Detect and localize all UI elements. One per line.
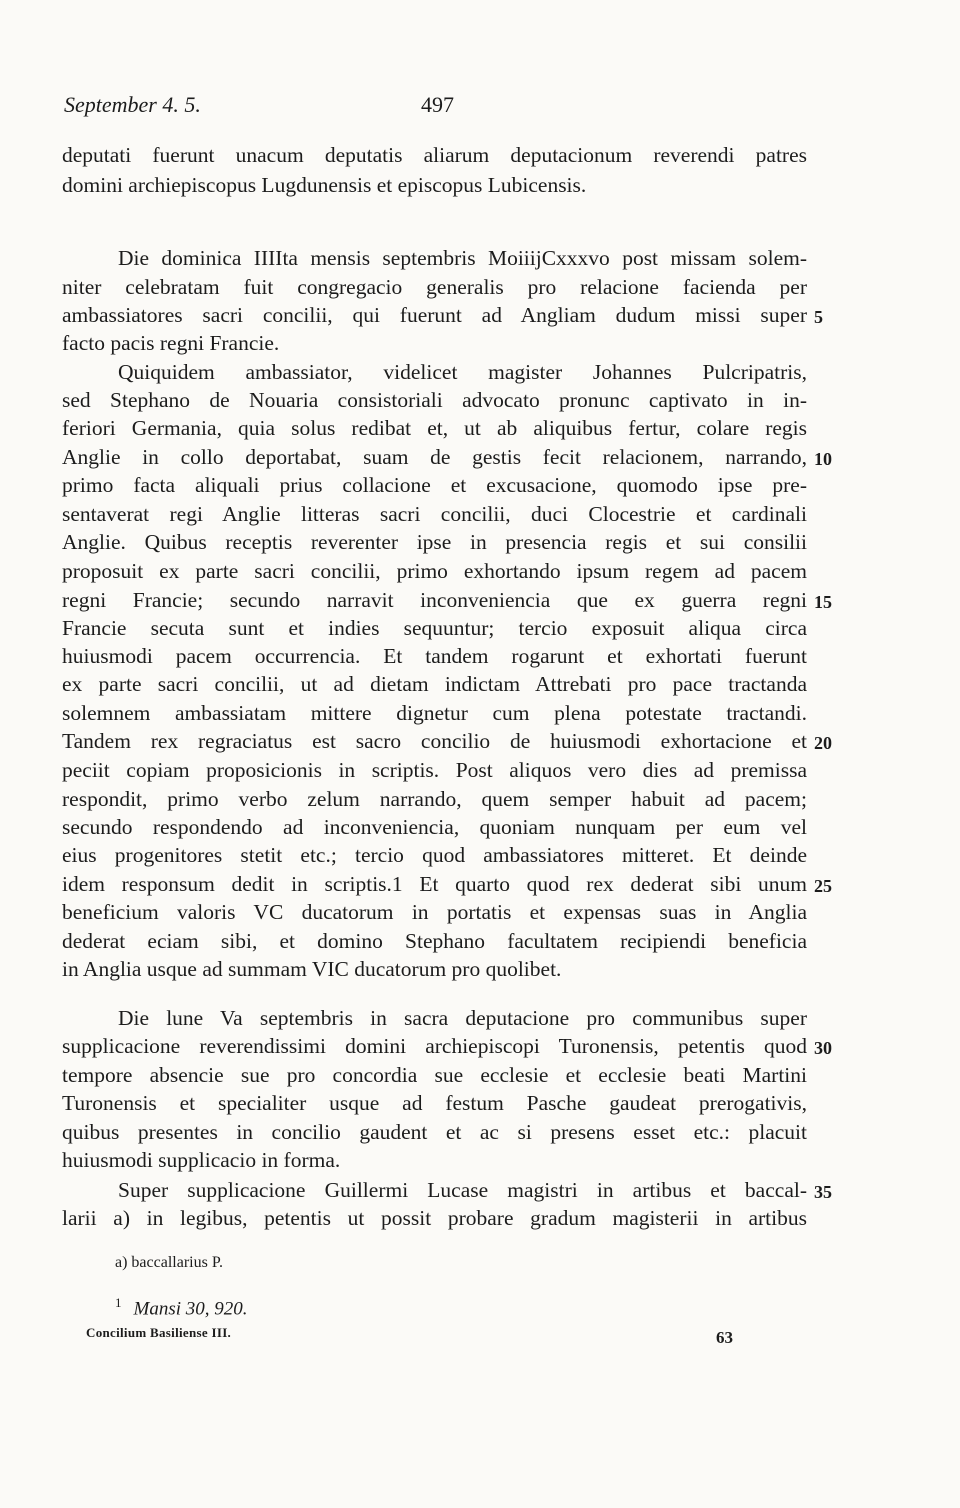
text-line: supplicacione reverendissimi domini archiepiscopi Turonensis, petentis quod	[62, 1034, 807, 1058]
signature-line: Concilium Basiliense III.	[86, 1325, 232, 1340]
text-line: huiusmodi supplicacio in forma.	[62, 1148, 341, 1172]
text-line: huiusmodi pacem occurrencia. Et tandem rogarunt et exhortati fuerunt	[62, 644, 807, 668]
text-line: domini archiepiscopus Lugdunensis et episcopus Lubicensis.	[62, 173, 587, 197]
line-number: 20	[814, 733, 832, 753]
line-number: 25	[814, 876, 832, 896]
text-line: quibus presentes in concilio gaudent et ac si presens esset etc.: placuit	[62, 1120, 807, 1144]
text-line: ambassiatores sacri concilii, qui fuerunt ad Angliam dudum missi super	[62, 303, 807, 327]
page-number: 497	[421, 92, 454, 117]
running-head-date: September 4. 5.	[64, 92, 201, 117]
footnote-1-reference: Mansi 30, 920.	[133, 1298, 248, 1320]
text-line: beneficium valoris VC ducatorum in portatis et expensas suas in Anglia	[62, 900, 807, 924]
running-head	[64, 92, 809, 122]
line-number: 35	[814, 1182, 832, 1202]
text-line: primo facta aliquali prius collacione et excusacione, quomodo ipse pre-	[62, 473, 807, 497]
text-line: larii a) in legibus, petentis ut possit probare gradum magisterii in artibus	[62, 1206, 807, 1230]
text-line: proposuit ex parte sacri concilii, primo exhortando ipsum regem ad pacem	[62, 559, 807, 583]
text-line: dederat eciam sibi, et domino Stephano facultatem recipiendi beneficia	[62, 929, 807, 953]
text-line: Super supplicacione Guillermi Lucase magistri in artibus et baccal-	[118, 1178, 807, 1202]
text-line: Die dominica IIIIta mensis septembris MoiiijCxxxvo post missam solem-	[118, 246, 807, 270]
text-line: solemnem ambassiatam mittere dignetur cum plena potestate tractandi.	[62, 701, 807, 725]
text-line: Quiquidem ambassiator, videlicet magister Johannes Pulcripatris,	[118, 360, 807, 384]
signature-number: 63	[716, 1328, 733, 1347]
text-line: niter celebratam fuit congregacio generalis pro relacione facienda per	[62, 275, 807, 299]
text-line: Turonensis et specialiter usque ad festum Pasche gaudeat prerogativis,	[62, 1091, 807, 1115]
text-line: secundo respondendo ad inconveniencia, quoniam nunquam per eum vel	[62, 815, 807, 839]
text-line: Anglie in collo deportabat, suam de gestis fecit relacionem, narrando,	[62, 445, 807, 469]
text-line: Anglie. Quibus receptis reverenter ipse in presencia regis et sui consilii	[62, 530, 807, 554]
line-number: 30	[814, 1038, 832, 1058]
footnote-a: a) baccallarius P.	[115, 1254, 223, 1271]
text-line: regni Francie; secundo narravit inconveniencia que ex guerra regni	[62, 588, 807, 612]
text-line: ex parte sacri concilii, ut ad dietam indictam Attrebati pro pace tractanda	[62, 672, 807, 696]
text-line: tempore absencie sue pro concordia sue ecclesie et ecclesie beati Martini	[62, 1063, 807, 1087]
text-line: peciit copiam proposicionis in scriptis. Post aliquos vero dies ad premissa	[62, 758, 807, 782]
text-line: sed Stephano de Nouaria consistoriali advocato pronunc captivato in in-	[62, 388, 807, 412]
text-line: deputati fuerunt unacum deputatis aliarum deputacionum reverendi patres	[62, 143, 807, 167]
footnote-1-mark: 1	[115, 1295, 122, 1310]
line-number: 5	[814, 307, 823, 327]
footnote-1	[115, 1291, 248, 1320]
text-line: feriori Germania, quia solus redibat et, ut ab aliquibus fertur, colare regis	[62, 416, 807, 440]
text-line: Tandem rex regraciatus est sacro concilio de huiusmodi exhortacione et	[62, 729, 807, 753]
text-line: idem responsum dedit in scriptis.1 Et quarto quod rex dederat sibi unum	[62, 872, 807, 896]
text-line: in Anglia usque ad summam VIC ducatorum pro quolibet.	[62, 957, 562, 981]
text-line: respondit, primo verbo zelum narrando, quem semper habuit ad pacem;	[62, 787, 807, 811]
line-number: 15	[814, 592, 832, 612]
text-line: facto pacis regni Francie.	[62, 331, 280, 355]
text-line: sentaverat regi Anglie litteras sacri concilii, duci Clocestrie et cardinali	[62, 502, 807, 526]
line-number: 10	[814, 449, 832, 469]
text-line: Francie secuta sunt et indies sequuntur; tercio exposuit aliqua circa	[62, 616, 807, 640]
text-line: Die lune Va septembris in sacra deputacione pro communibus super	[118, 1006, 807, 1030]
text-line: eius progenitores stetit etc.; tercio quod ambassiatores mitteret. Et deinde	[62, 843, 807, 867]
